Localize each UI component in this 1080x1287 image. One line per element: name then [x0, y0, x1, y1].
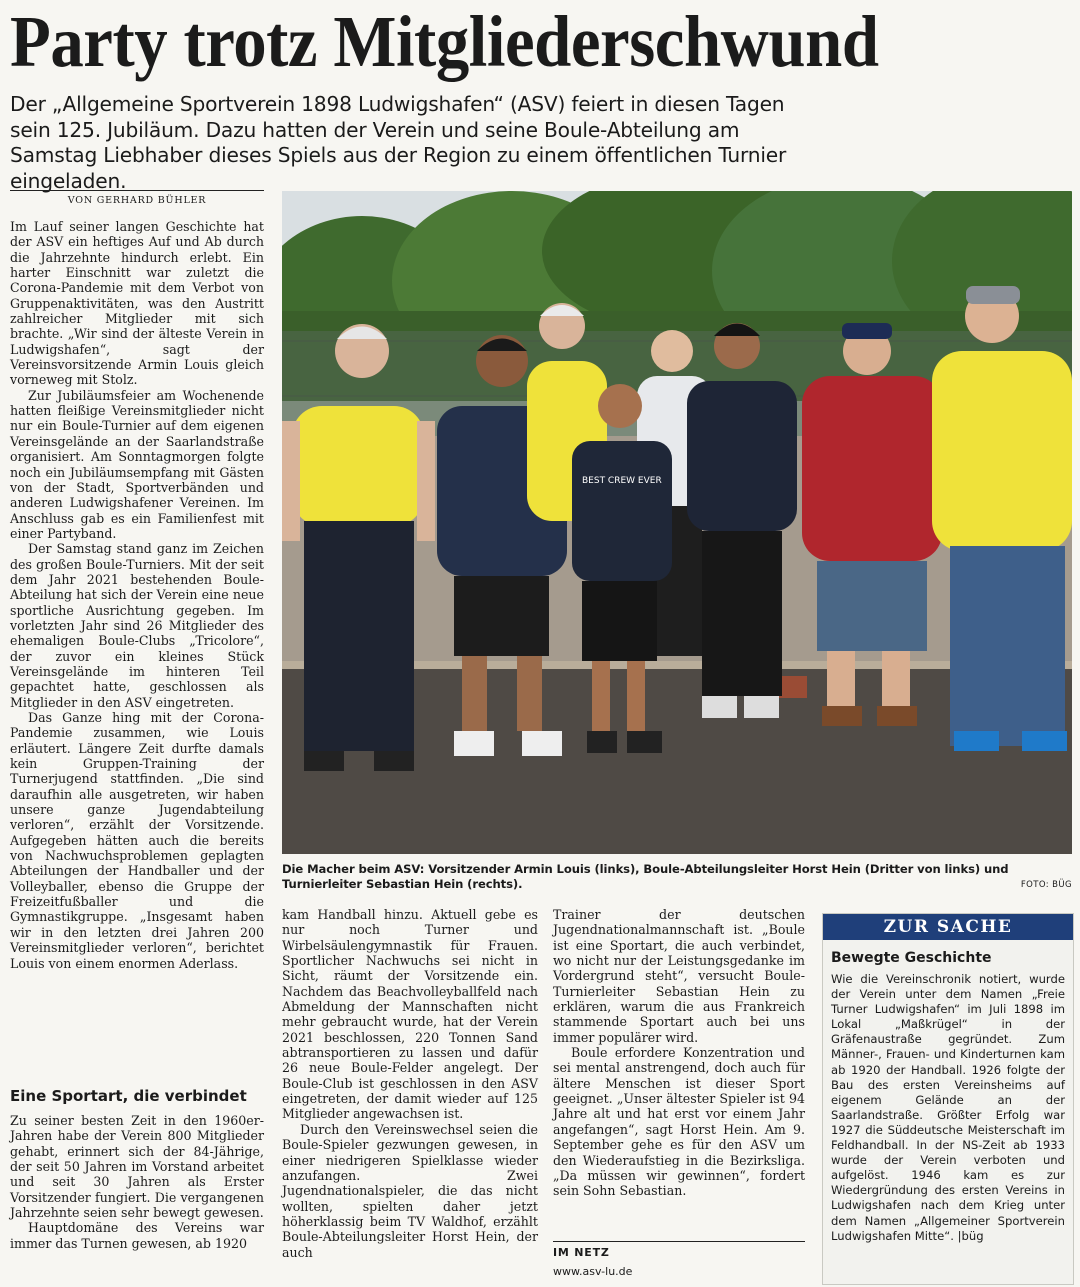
photo-illustration [282, 191, 1072, 854]
article-column-1 [10, 219, 264, 971]
paragraph: Der Samstag stand ganz im Zeichen des großen Boule-Turniers. Mit der seit dem Jahr 2021 bestehenden Boule-Abteilung hat sich der Verein eine neue sportliche Ausrichtung gegeben. Im vorletzten Jahr sind 26 Mitglieder des ehemaligen Boule-Clubs „Tricolore“, der zuvor ein kleines Stück Vereinsgelände im hinteren Teil gepachtet hatte, geschlossen als Mitglieder in den ASV eingetreten. [10, 541, 264, 710]
article-column-2 [282, 907, 538, 1260]
zur-sache-label: ZUR SACHE [823, 914, 1073, 940]
zur-sache-text: Wie die Vereinschronik notiert, wurde der Verein unter dem Namen „Freie Turner Ludwigshafen“ im Juli 1898 im Lokal „Maßkrügel“ in der Gräfenaustraße gegründet. Zum Männer-, Frauen- und Kinderturnen kam ab 1920 der Handball. 1926 folgte der Bau des ersten Vereinsheims auf eigenem Gelände an der Saarlandstraße. Größter Erfolg war 1927 die Süddeutsche Meisterschaft im Feldhandball. In der NS-Zeit ab 1933 wurde der Verein verboten und aufgelöst. 1946 kam es zur Wiedergründung des ersten Vereins in Ludwigshafen nach dem Krieg unter dem Namen „Allgemeiner Sportverein Ludwigshafen Mitte“. |büg [831, 972, 1065, 1243]
zur-sache-box [822, 913, 1074, 1285]
group-photo [282, 191, 1072, 854]
subheading: Eine Sportart, die verbindet [10, 1087, 247, 1105]
photo-caption: Die Macher beim ASV: Vorsitzender Armin Louis (links), Boule-Abteilungsleiter Horst Hein (Dritter von links) und Turnierleiter Sebastian Hein (rechts). [282, 862, 1009, 891]
paragraph: Trainer der deutschen Jugendnationalmannschaft ist. „Boule ist eine Sportart, die auch verbindet, wo nicht nur der Leistungsgedanke im Vordergrund steht“, versucht Boule-Turnierleiter Sebastian Hein zu erklären, warum die aus Frankreich stammende Sportart auch bei uns immer populärer wird. [553, 907, 805, 1045]
paragraph: Boule erfordere Konzentration und sei mental anstrengend, doch auch für ältere Menschen ist dieser Sport geeignet. „Unser ältester Spieler ist 94 Jahre alt und hat erst vor einem Jahr angefangen“, sagt Horst Hein. Am 9. September gehe es für den ASV um den Wiederaufstieg in die Bezirksliga. „Da müssen wir gewinnen“, fordert sein Sohn Sebastian. [553, 1045, 805, 1199]
zur-sache-title: Bewegte Geschichte [831, 950, 992, 966]
article-column-3 [553, 907, 805, 1199]
byline: VON GERHARD BÜHLER [10, 190, 264, 206]
paragraph: Im Lauf seiner langen Geschichte hat der ASV ein heftiges Auf und Ab durch die Jahrzehnte hindurch erlebt. Ein harter Einschnitt war zuletzt die Corona-Pandemie mit dem Verbot von Gruppenaktivitäten, was den Austritt zahlreicher Mitglieder mit sich brachte. „Wir sind der älteste Verein in Ludwigshafen“, sagt der Vereinsvorsitzende Armin Louis gleich vorneweg mit Stolz. [10, 219, 264, 388]
im-netz-title: IM NETZ [553, 1241, 805, 1259]
paragraph: Hauptdomäne des Vereins war immer das Turnen gewesen, ab 1920 [10, 1220, 264, 1251]
shirt-print: BEST CREW EVER [582, 476, 662, 486]
article-column-1b [10, 1113, 264, 1251]
im-netz-url[interactable]: www.asv-lu.de [553, 1265, 633, 1278]
paragraph: Zur Jubiläumsfeier am Wochenende hatten fleißige Vereinsmitglieder nicht nur ein Boule-Turnier auf dem eigenen Vereinsgelände an der Saarlandstraße organisiert. Am Sonntagmorgen folgte noch ein Jubiläumsempfang mit Gästen von der Stadt, Sportverbänden und anderen Ludwigshafener Vereinen. Im Anschluss gab es ein Familienfest mit einer Partyband. [10, 387, 264, 541]
paragraph: Durch den Vereinswechsel seien die Boule-Spieler gezwungen gewesen, in einer niedrigeren Spielklasse wieder anzufangen. Zwei Jugendnationalspieler, die das nicht wollten, spielten daher jetzt höherklassig beim TV Waldhof, erzählt Boule-Abteilungsleiter Horst Hein, der auch [282, 1121, 538, 1260]
paragraph: kam Handball hinzu. Aktuell gebe es nur noch Turner und Wirbelsäulengymnastik für Frauen. Sportlicher Nachwuchs sei nicht in Sicht, räumt der Vorsitzende ein. Nachdem das Beachvolleyballfeld nach Abmeldung der Mannschaften nicht mehr gebraucht wurde, hat der Verein 2021 beschlossen, 220 Tonnen Sand abtransportieren zu lassen und dafür 26 neue Boule-Felder angelegt. Der Boule-Club ist geschlossen in den ASV eingetreten, der damit wieder auf 125 Mitglieder angewachsen ist. [282, 907, 538, 1122]
paragraph: Zu seiner besten Zeit in den 1960er-Jahren habe der Verein 800 Mitglieder gehabt, erinnert sich der 84-Jährige, der seit 50 Jahren im Vorstand arbeitet und seit 30 Jahren als Erster Vorsitzender fungiert. Die vergangenen Jahrzehnte seien sehr bewegt gewesen. [10, 1113, 264, 1221]
headline: Party trotz Mitgliederschwund [10, 1, 879, 82]
photo-credit: FOTO: BÜG [1020, 880, 1072, 890]
deck-text: Der „Allgemeine Sportverein 1898 Ludwigshafen“ (ASV) feiert in diesen Tagen sein 125. Jubiläum. Dazu hatten der Verein und seine Boule-Abteilung am Samstag Liebhaber dieses Spiels aus der Region zu einem öffentlichen Turnier eingeladen. [10, 92, 787, 193]
paragraph: Das Ganze hing mit der Corona-Pandemie zusammen, wie Louis erläutert. Längere Zeit durfte damals kein Gruppen-Training der Turnerjugend stattfinden. „Die sind daraufhin alle ausgetreten, wir haben unsere ganze Jugendabteilung verloren“, erzählt der Vorsitzende. Aufgegeben hätten auch die bereits von Nachwuchsproblemen geplagten Abteilungen der Handballer und der Volleyballer, ebenso die Gruppe der Freizeitfußballer und die Gymnastikgruppe. „Insgesamt haben wir in den letzten drei Jahren 200 Vereinsmitglieder verloren“, berichtet Louis von einem enormen Aderlass. [10, 710, 264, 971]
